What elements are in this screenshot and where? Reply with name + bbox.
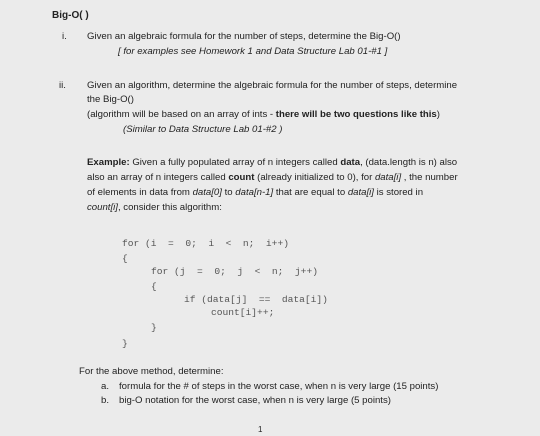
- q1-line1: Given an algebraic formula for the number of steps, determine the Big-O(): [87, 31, 401, 42]
- method-a-text: formula for the # of steps in the worst case, when n is very large (15 points): [119, 381, 439, 392]
- q1-numeral: i.: [62, 31, 67, 42]
- q2-line3-bold: there will be two questions like this: [275, 109, 437, 120]
- page-title: Big-O( ): [52, 10, 89, 21]
- code-line-close-brace: }: [122, 338, 128, 349]
- q2-line3-text: (algorithm will be based on an array of ints -: [87, 109, 276, 120]
- example-italic: data[i]: [347, 187, 374, 198]
- code-line-inner-close-brace: }: [151, 322, 157, 333]
- q2-line1: Given an algorithm, determine the algebraic formula for the number of steps, determine: [87, 80, 458, 91]
- q2-line3: [87, 109, 440, 121]
- code-line-if: if (data[j] == data[i]): [184, 294, 328, 305]
- method-a-marker: a.: [101, 381, 110, 392]
- example-text: to: [221, 187, 236, 198]
- q1-reference: [ for examples see Homework 1 and Data Structure Lab 01-#1 ]: [118, 46, 388, 57]
- method-intro: For the above method, determine:: [79, 366, 224, 377]
- example-line1: [87, 157, 457, 169]
- example-text: also an array of n integers called: [87, 172, 229, 183]
- example-italic: count[i]: [87, 202, 118, 213]
- example-text: , (data.length is n) also: [360, 157, 458, 168]
- q2-reference: (Similar to Data Structure Lab 01-#2 ): [123, 124, 283, 135]
- example-text: of elements in data from: [87, 187, 193, 198]
- example-bold-count: count: [228, 172, 255, 183]
- code-line-outer-for: for (i = 0; i < n; i++): [122, 238, 289, 249]
- example-italic: data[n-1]: [235, 187, 274, 198]
- example-text: that are equal to: [273, 187, 348, 198]
- code-line-open-brace: {: [122, 253, 128, 264]
- example-text: , consider this algorithm:: [117, 202, 222, 213]
- example-text: Given a fully populated array of n integers called: [129, 157, 341, 168]
- method-b-text: big-O notation for the worst case, when n is very large (5 points): [119, 395, 391, 406]
- example-line3: [87, 187, 423, 199]
- code-line-inner-for: for (j = 0; j < n; j++): [151, 266, 318, 277]
- q2-line3-close: ): [436, 109, 440, 120]
- code-line-inner-open-brace: {: [151, 281, 157, 292]
- example-bold-data: data: [340, 157, 361, 168]
- method-b-marker: b.: [101, 395, 110, 406]
- example-italic: data[i]: [374, 172, 402, 183]
- page-number: 1: [258, 425, 263, 434]
- example-italic: data[0]: [192, 187, 222, 198]
- q2-line2: the Big-O(): [87, 94, 134, 105]
- code-line-increment: count[i]++;: [211, 307, 275, 318]
- q2-numeral: ii.: [59, 80, 66, 91]
- example-text: is stored in: [373, 187, 424, 198]
- example-line2: [87, 172, 458, 184]
- example-label: Example:: [87, 157, 130, 168]
- example-text: (already initialized to 0), for: [254, 172, 375, 183]
- example-line4: [87, 202, 222, 214]
- example-text: , the number: [401, 172, 458, 183]
